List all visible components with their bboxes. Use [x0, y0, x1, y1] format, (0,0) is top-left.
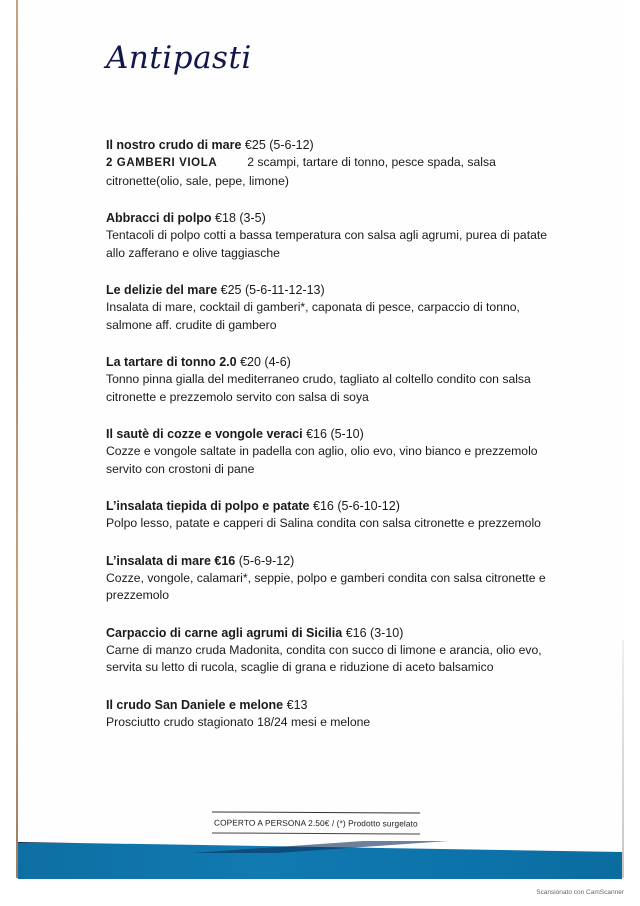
item-price: €16 — [313, 499, 334, 513]
menu-item — [106, 625, 556, 677]
item-allergens: (5-6-10-12) — [337, 499, 400, 513]
item-price: €25 — [244, 138, 266, 152]
item-sub-label: 2 GAMBERI VIOLA — [106, 157, 218, 169]
item-price: €16 — [345, 625, 367, 640]
menu-item — [106, 697, 556, 732]
item-description: Polpo lesso, patate e capperi di Salina condita con salsa citronette e prezzemolo — [106, 516, 541, 530]
item-price: €13 — [286, 697, 308, 712]
item-name: Il sautè di cozze e vongole veraci — [106, 427, 303, 441]
band-top-line — [18, 841, 622, 853]
item-allergens: (5-10) — [330, 427, 364, 441]
item-name: L’insalata tiepida di polpo e patate — [106, 499, 310, 513]
menu-item — [106, 282, 556, 334]
item-name: La tartare di tonno 2.0 — [106, 355, 237, 369]
menu-list — [106, 137, 556, 751]
item-allergens: (5-6-11-12-13) — [245, 283, 325, 297]
menu-item — [106, 354, 556, 406]
item-description: Insalata di mare, cocktail di gamberi*, caponata di pesce, carpaccio di tonno, salmone aff. crudite di gambero — [106, 300, 520, 332]
menu-item — [106, 553, 556, 605]
item-description: Tonno pinna gialla del mediterraneo crudo, tagliato al coltello condito con salsa citronette e prezzemolo servito con salsa di soya — [106, 372, 531, 404]
item-allergens: (5-6-12) — [269, 138, 314, 152]
item-allergens: (3-5) — [239, 211, 266, 225]
item-name: Carpaccio di carne agli agrumi di Sicilia — [106, 625, 343, 640]
item-description: Cozze e vongole saltate in padella con aglio, olio evo, vino bianco e prezzemolo servito con crostoni di pane — [106, 444, 538, 476]
menu-item — [106, 137, 556, 190]
menu-item — [106, 426, 556, 478]
page-edge-left — [16, 0, 18, 878]
item-name: Le delizie del mare — [106, 283, 218, 297]
item-description: Prosciutto crudo stagionato 18/24 mesi e melone — [106, 714, 371, 729]
item-price: €18 — [215, 211, 236, 225]
item-price: €25 — [220, 283, 242, 297]
item-description: Cozze, vongole, calamari*, seppie, polpo e gamberi condita con salsa citronette e prezzemolo — [106, 570, 546, 602]
item-name: Il nostro crudo di mare — [106, 138, 242, 152]
menu-item — [106, 210, 556, 262]
item-price: €16 — [214, 553, 236, 568]
item-allergens: (5-6-9-12) — [238, 553, 295, 568]
item-name: L’insalata di mare — [106, 553, 211, 568]
cover-charge-note: COPERTO A PERSONA 2.50€ / (*) Prodotto surgelato — [212, 811, 420, 834]
scanner-watermark: Scansionato con CamScanner — [536, 889, 624, 896]
item-name: Abbracci di polpo — [106, 211, 212, 225]
item-description: 2 scampi, tartare di tonno, pesce spada, salsa citronette(olio, sale, pepe, limone) — [106, 155, 496, 188]
item-allergens: (4-6) — [264, 355, 291, 369]
item-description: Tentacoli di polpo cotti a bassa temperatura con salsa agli agrumi, purea di patate allo zafferano e olive taggiasche — [106, 228, 548, 260]
item-price: €20 — [240, 355, 261, 369]
item-description: Carne di manzo cruda Madonita, condita con succo di limone e arancia, olio evo, servita su letto di rucola, scaglie di grana e riduzione di aceto balsamico — [106, 642, 542, 674]
section-title: Antipasti — [106, 40, 252, 76]
item-allergens: (3-10) — [370, 625, 404, 640]
item-price: €16 — [306, 427, 327, 441]
menu-item — [106, 498, 556, 533]
item-name: Il crudo San Daniele e melone — [106, 697, 284, 712]
page-edge-right — [622, 640, 624, 878]
